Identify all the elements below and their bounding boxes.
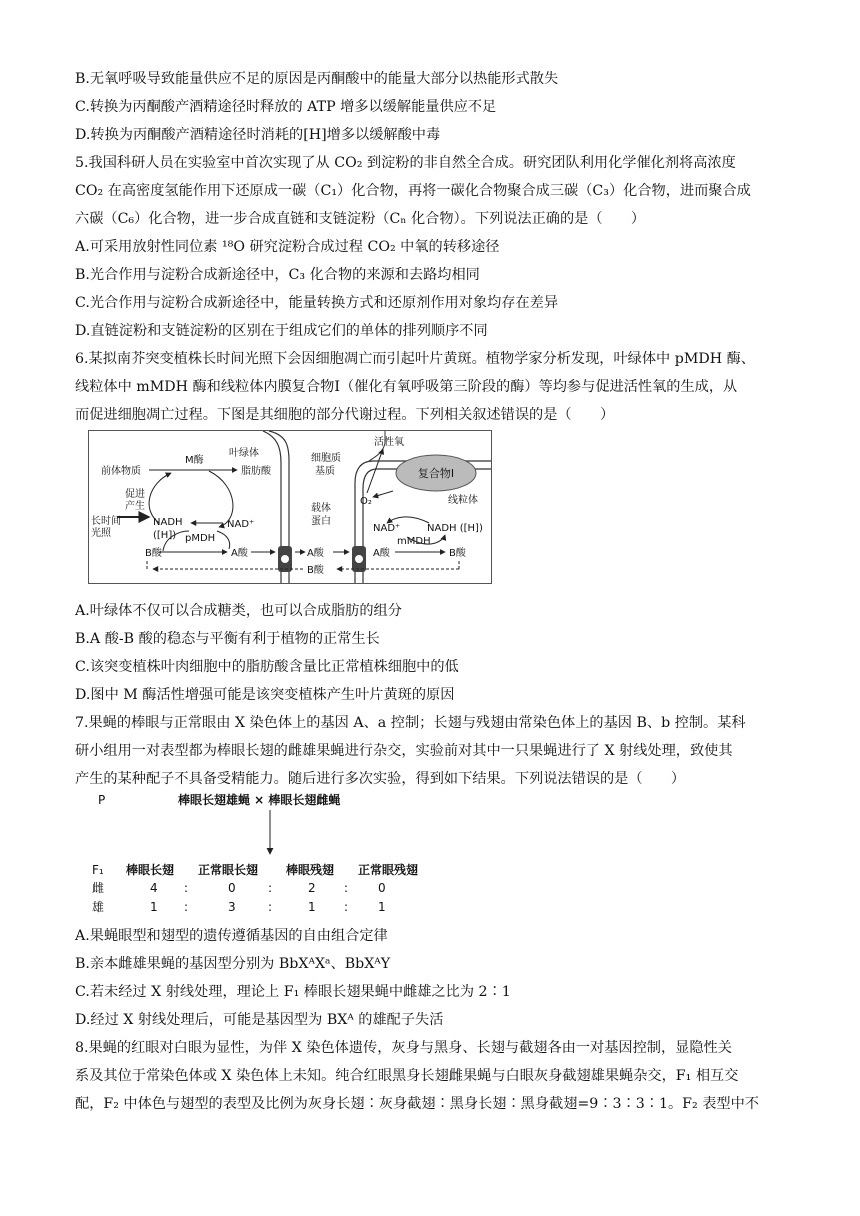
sep: : bbox=[268, 881, 273, 895]
male-value-1: 1 bbox=[150, 900, 158, 914]
chloroplast-label: 叶绿体 bbox=[229, 448, 259, 459]
female-value-4: 0 bbox=[378, 881, 386, 895]
mmdh-label: mMDH bbox=[397, 536, 431, 547]
header-bar-long: 棒眼长翅 bbox=[126, 863, 175, 877]
question-6-stem-1: 6.某拟南芥突变植株长时间光照下会因细胞凋亡而引起叶片黄斑。植物学家分析发现，叶绿体中 pMDH 酶、 bbox=[75, 351, 755, 367]
option-7d: D.经过 X 射线处理后，可能是基因型为 BXᴬ 的雄配子失活 bbox=[75, 1012, 444, 1028]
option-4c: C.转换为丙酮酸产酒精途径时释放的 ATP 增多以缓解能量供应不足 bbox=[75, 99, 497, 115]
precursor-label: 前体物质 bbox=[101, 466, 141, 477]
sep: : bbox=[184, 900, 189, 914]
question-5-stem-3: 六碳（C₆）化合物，进一步合成直链和支链淀粉（Cₙ 化合物）。下列说法正确的是（ ） bbox=[75, 211, 646, 227]
header-bar-vestigial: 棒眼残翅 bbox=[286, 863, 335, 877]
carrier-label-1: 载体 bbox=[311, 503, 331, 514]
cytoplasm-label-2: 基质 bbox=[315, 466, 335, 477]
sep: : bbox=[344, 881, 349, 895]
female-value-3: 2 bbox=[308, 881, 316, 895]
cytoplasm-label-1: 细胞质 bbox=[311, 453, 341, 464]
option-7b: B.亲本雌雄果蝇的基因型分别为 BbXᴬXᵃ、BbXᴬY bbox=[75, 956, 391, 972]
option-5c: C.光合作用与淀粉合成新途径中，能量转换方式和还原剂作用对象均存在差异 bbox=[75, 295, 559, 311]
parents-label: 棒眼长翅雄蝇 × 棒眼长翅雌蝇 bbox=[178, 793, 341, 807]
male-value-3: 1 bbox=[308, 900, 316, 914]
header-normal-vestigial: 正常眼残翅 bbox=[358, 863, 419, 877]
complex-i-label: 复合物Ⅰ bbox=[417, 467, 455, 480]
o2-label: O₂ bbox=[360, 496, 372, 507]
question-6-stem-3: 而促进细胞凋亡过程。下图是其细胞的部分代谢过程。下列相关叙述错误的是（ ） bbox=[75, 407, 615, 423]
option-6b: B.A 酸-B 酸的稳态与平衡有利于植物的正常生长 bbox=[75, 631, 380, 647]
a-acid-right-label: A酸 bbox=[373, 548, 390, 559]
fatty-acid-label: 脂肪酸 bbox=[241, 466, 271, 477]
nad-left-label: NAD⁺ bbox=[227, 519, 255, 530]
option-6c: C.该突变植株叶肉细胞中的脂肪酸含量比正常植株细胞中的低 bbox=[75, 659, 459, 675]
female-value-2: 0 bbox=[228, 881, 236, 895]
ros-label: 活性氧 bbox=[374, 437, 404, 448]
question-7-stem-1: 7.果蝇的棒眼与正常眼由 X 染色体上的基因 A、a 控制；长翅与残翅由常染色体上的基因 B、b 控制。某科 bbox=[75, 715, 746, 731]
sep: : bbox=[184, 881, 189, 895]
long-light-label-2: 光照 bbox=[91, 528, 111, 539]
a-acid-left-label: A酸 bbox=[231, 548, 248, 559]
a-acid-mid-label: A酸 bbox=[307, 548, 324, 559]
p-label: P bbox=[98, 793, 106, 807]
question-8-stem-3: 配，F₂ 中体色与翅型的表型及比例为灰身长翅∶灰身截翅∶黑身长翅∶黑身截翅=9∶3∶3∶1。F₂ 表型中不 bbox=[75, 1096, 759, 1112]
option-7c: C.若未经过 X 射线处理，理论上 F₁ 棒眼长翅果蝇中雌雄之比为 2∶1 bbox=[75, 984, 511, 1000]
promote-label-2: 产生 bbox=[125, 501, 145, 512]
question-7-stem-3: 产生的某种配子不具备受精能力。随后进行多次实验，得到如下结果。下列说法错误的是（ ） bbox=[75, 771, 686, 787]
header-normal-long: 正常眼长翅 bbox=[198, 863, 259, 877]
sep: : bbox=[344, 900, 349, 914]
female-value-1: 4 bbox=[150, 881, 158, 895]
option-6d: D.图中 M 酶活性增强可能是该突变植株产生叶片黄斑的原因 bbox=[75, 687, 455, 703]
option-6a: A.叶绿体不仅可以合成糖类，也可以合成脂肪的组分 bbox=[75, 603, 402, 619]
male-label: 雄 bbox=[92, 900, 105, 914]
b-acid-mid-label: B酸 bbox=[307, 565, 324, 576]
question-7-stem-2: 研小组用一对表型都为棒眼长翅的雌雄果蝇进行杂交，实验前对其中一只果蝇进行了 X 射线处理，致使其 bbox=[75, 743, 733, 759]
option-4d: D.转换为丙酮酸产酒精途径时消耗的[H]增多以缓解酸中毒 bbox=[75, 127, 441, 143]
carrier-label-2: 蛋白 bbox=[311, 516, 331, 527]
nadh-right-label: NADH ([H]) bbox=[427, 523, 483, 534]
nad-right-label: NAD⁺ bbox=[373, 523, 401, 534]
option-7a: A.果蝇眼型和翅型的遗传遵循基因的自由组合定律 bbox=[75, 928, 388, 944]
question-5-stem-2: CO₂ 在高密度氢能作用下还原成一碳（C₁）化合物，再将一碳化合物聚合成三碳（C₃）化合物，进而聚合成 bbox=[75, 183, 751, 199]
male-value-2: 3 bbox=[228, 900, 236, 914]
female-label: 雌 bbox=[92, 881, 105, 895]
mitochondrion-label: 线粒体 bbox=[448, 495, 478, 506]
f1-label: F₁ bbox=[92, 863, 104, 877]
option-5a: A.可采用放射性同位素 ¹⁸O 研究淀粉合成过程 CO₂ 中氧的转移途径 bbox=[75, 239, 500, 255]
option-4b: B.无氧呼吸导致能量供应不足的原因是丙酮酸中的能量大部分以热能形式散失 bbox=[75, 71, 559, 87]
sep: : bbox=[268, 900, 273, 914]
option-5b: B.光合作用与淀粉合成新途径中，C₃ 化合物的来源和去路均相同 bbox=[75, 267, 480, 283]
promote-label-1: 促进 bbox=[125, 489, 145, 500]
long-light-label-1: 长时间 bbox=[91, 516, 121, 527]
m-enzyme-label: M酶 bbox=[185, 455, 204, 466]
genetic-cross-figure bbox=[88, 788, 468, 916]
h-left-label: ([H]) bbox=[153, 530, 177, 541]
question-8-stem-1: 8.果蝇的红眼对白眼为显性，为伴 X 染色体遗传，灰身与黑身、长翅与截翅各由一对基因控制，显隐性关 bbox=[75, 1040, 732, 1056]
question-6-stem-2: 线粒体中 mMDH 酶和线粒体内膜复合物Ⅰ（催化有氧呼吸第三阶段的酶）等均参与促进活性氧的生成，从 bbox=[75, 379, 738, 395]
question-8-stem-2: 系及其位于常染色体或 X 染色体上未知。纯合红眼黑身长翅雌果蝇与白眼灰身截翅雄果蝇杂交，F₁ 相互交 bbox=[75, 1068, 739, 1084]
metabolism-diagram bbox=[88, 430, 492, 584]
question-5-stem-1: 5.我国科研人员在实验室中首次实现了从 CO₂ 到淀粉的非自然全合成。研究团队利用化学催化剂将高浓度 bbox=[75, 155, 736, 171]
nadh-left-label: NADH bbox=[153, 517, 183, 528]
option-5d: D.直链淀粉和支链淀粉的区别在于组成它们的单体的排列顺序不同 bbox=[75, 323, 488, 339]
b-acid-left-label: B酸 bbox=[145, 548, 162, 559]
pmdh-label: pMDH bbox=[185, 533, 216, 544]
male-value-4: 1 bbox=[378, 900, 386, 914]
b-acid-right-label: B酸 bbox=[449, 548, 466, 559]
